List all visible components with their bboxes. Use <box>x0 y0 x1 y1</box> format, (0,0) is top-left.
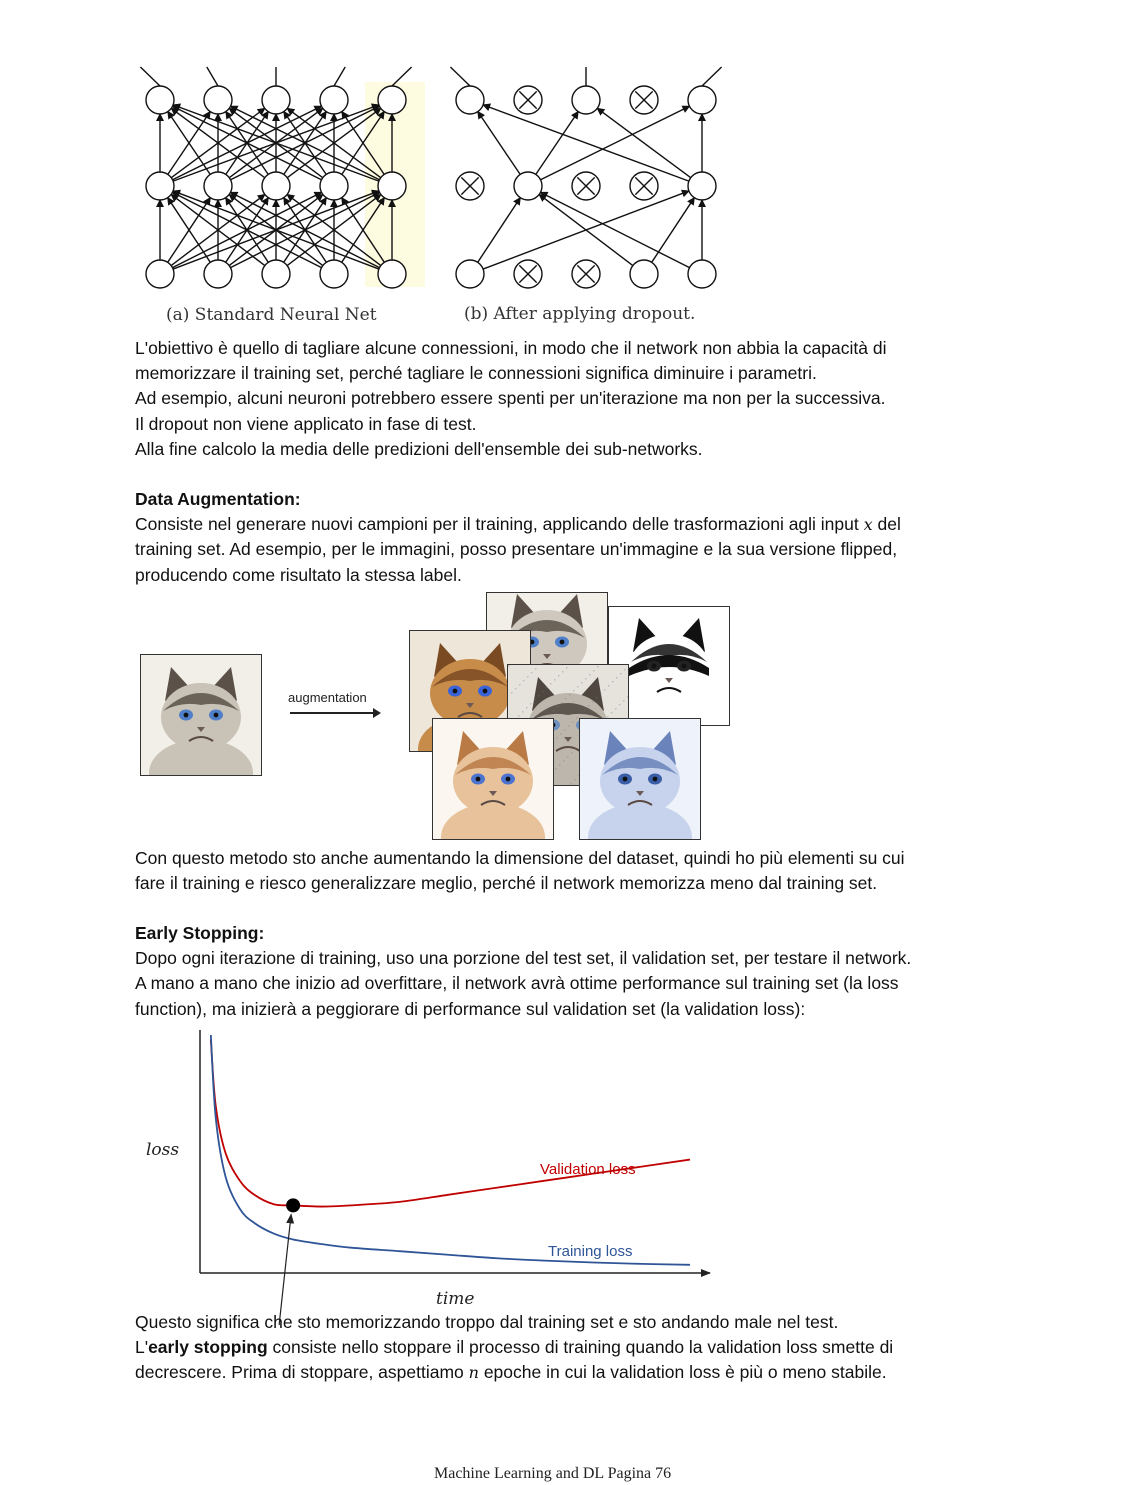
noise-dot <box>534 699 536 701</box>
noise-dot <box>608 685 610 687</box>
augmented-cat-orange <box>432 718 554 840</box>
noise-dot <box>568 725 570 727</box>
cat-pupil-left <box>623 777 628 782</box>
noise-dot <box>556 737 558 739</box>
noise-dot <box>624 669 626 671</box>
cat-pupil-right <box>682 664 687 669</box>
cat-pupil-left <box>453 689 458 694</box>
noise-dot <box>615 708 617 710</box>
noise-dot <box>623 700 625 702</box>
cat-pupil-right <box>560 640 565 645</box>
early-stopping-after-line-1: Questo significa che sto memorizzando troppo dal training set e sto andando male nel test. <box>135 1312 839 1332</box>
neuron <box>572 86 600 114</box>
neuron <box>262 86 290 114</box>
noise-dot <box>562 671 564 673</box>
dropout-connection-edge <box>539 194 633 265</box>
neuron <box>378 172 406 200</box>
noise-dot <box>518 715 520 717</box>
noise-dot <box>575 748 577 750</box>
early-stopping-after-line-2 <box>135 1335 1015 1360</box>
noise-dot <box>557 706 559 708</box>
output-edge <box>334 67 345 86</box>
noise-dot <box>549 714 551 716</box>
augmentation-arrow <box>290 712 376 714</box>
neuron <box>688 260 716 288</box>
page-footer: Machine Learning and DL Pagina 76 <box>434 1465 672 1482</box>
early-stopping-term: early stopping <box>148 1337 268 1358</box>
data-augmentation-section <box>135 487 1015 588</box>
noise-dot <box>519 684 521 686</box>
dropout-net <box>450 67 721 288</box>
noise-dot <box>619 704 621 706</box>
neuron <box>688 172 716 200</box>
training-loss-line <box>211 1035 690 1265</box>
cat-pupil-left <box>184 713 189 718</box>
neuron <box>688 86 716 114</box>
early-stopping-point <box>286 1198 300 1212</box>
early-stopping-after <box>135 1310 1015 1386</box>
noise-dot <box>584 709 586 711</box>
noise-dot <box>554 679 556 681</box>
noise-dot <box>588 705 590 707</box>
noise-dot <box>573 690 575 692</box>
neuron <box>514 172 542 200</box>
dropout-connection-edge <box>483 105 689 181</box>
noise-dot <box>563 760 565 762</box>
dropout-paragraph <box>135 336 1015 462</box>
noise-dot <box>558 675 560 677</box>
noise-dot <box>612 681 614 683</box>
noise-dot <box>542 691 544 693</box>
dropout-connection-edge <box>540 192 689 267</box>
augmentation-after-line-2: fare il training e riesco generalizzare meglio, perché il network memorizza meno dal training set. <box>135 873 878 894</box>
variable-n: n <box>468 1363 479 1383</box>
noise-dot <box>555 768 557 770</box>
neuron <box>378 86 406 114</box>
validation-loss-label: Validation loss <box>540 1161 636 1178</box>
es-line2-b: consiste nello stoppare il processo di training quando la validation loss smette di <box>267 1337 894 1358</box>
es-line3-b: epoche in cui la validation loss è più o meno stabile. <box>478 1362 887 1383</box>
noise-dot <box>523 680 525 682</box>
neuron <box>456 86 484 114</box>
cat-pupil-left <box>476 777 481 782</box>
augmentation-label: augmentation <box>288 690 367 705</box>
noise-dot <box>564 729 566 731</box>
dropout-line-5: Alla fine calcolo la media delle predizioni dell'ensemble dei sub-networks. <box>135 438 703 459</box>
da-line1-a: Consiste nel generare nuovi campioni per il training, applicando delle trasformazioni agli input <box>135 514 864 535</box>
early-stopping-line-3: function), ma inizierà a peggiorare di performance sul validation set (la validation loss): <box>135 998 806 1019</box>
noise-dot <box>531 672 533 674</box>
data-augmentation-heading: Data Augmentation: <box>135 489 301 509</box>
cat-drawing <box>580 719 700 839</box>
noise-dot <box>597 666 599 668</box>
noise-dot <box>522 711 524 713</box>
neuron <box>204 86 232 114</box>
augmentation-after-line-1: Con questo metodo sto anche aumentando la dimensione del dataset, quindi ho più elementi su cui <box>135 848 905 868</box>
neuron <box>456 260 484 288</box>
neuron <box>262 172 290 200</box>
noise-dot <box>570 783 572 785</box>
noise-dot <box>530 703 532 705</box>
noise-dot <box>559 764 561 766</box>
cat-pupil-right <box>214 713 219 718</box>
noise-dot <box>561 702 563 704</box>
noise-dot <box>515 688 517 690</box>
cat-pupil-right <box>483 689 488 694</box>
neuron <box>146 86 174 114</box>
augmentation-figure <box>135 590 735 840</box>
cat-pupil-right <box>506 777 511 782</box>
noise-dot <box>577 686 579 688</box>
noise-dot <box>572 721 574 723</box>
loss-chart <box>140 1025 730 1315</box>
cat-pupil-right <box>653 777 658 782</box>
noise-dot <box>553 710 555 712</box>
neuron <box>320 260 348 288</box>
noise-dot <box>566 667 568 669</box>
y-axis-label: loss <box>146 1140 180 1160</box>
noise-dot <box>538 695 540 697</box>
es-line3-a: decrescere. Prima di stoppare, aspettiamo <box>135 1362 469 1383</box>
noise-dot <box>527 676 529 678</box>
neuron <box>204 260 232 288</box>
noise-dot <box>596 697 598 699</box>
data-augmentation-line-1 <box>135 512 1015 537</box>
early-stopping-arrow <box>279 1214 291 1325</box>
neuron <box>320 172 348 200</box>
cat-drawing <box>141 655 261 775</box>
augmentation-after-paragraph <box>135 846 1015 896</box>
early-stopping-after-line-3 <box>135 1360 1015 1385</box>
noise-dot <box>620 673 622 675</box>
variable-x: x <box>863 515 873 535</box>
noise-dot <box>526 707 528 709</box>
validation-loss-line <box>211 1040 690 1207</box>
noise-dot <box>627 696 628 698</box>
neuron <box>630 260 658 288</box>
noise-dot <box>571 752 573 754</box>
cat-pupil-left <box>652 664 657 669</box>
noise-dot <box>576 717 578 719</box>
noise-dot <box>585 678 587 680</box>
early-stopping-section <box>135 921 1015 1022</box>
neuron <box>262 260 290 288</box>
noise-dot <box>546 687 548 689</box>
noise-dot <box>569 694 571 696</box>
es-line2-a: L' <box>135 1337 149 1358</box>
x-axis-label: time <box>436 1289 475 1309</box>
noise-dot <box>600 693 602 695</box>
noise-dot <box>611 712 613 714</box>
neuron <box>146 260 174 288</box>
cat-drawing <box>433 719 553 839</box>
noise-dot <box>567 756 569 758</box>
da-line1-b: del <box>872 514 901 535</box>
dropout-figure <box>130 62 750 332</box>
dropout-connection-edge <box>597 108 691 177</box>
neuron <box>204 172 232 200</box>
output-edge <box>450 67 470 86</box>
neuron <box>146 172 174 200</box>
dropout-connection-edge <box>541 106 690 180</box>
caption-dropout-net: (b) After applying dropout. <box>464 304 696 324</box>
dropout-connection-edge <box>478 112 520 175</box>
noise-dot <box>593 670 595 672</box>
neuron <box>378 260 406 288</box>
noise-dot <box>589 674 591 676</box>
caption-standard-net: (a) Standard Neural Net <box>166 305 377 325</box>
noise-dot <box>550 683 552 685</box>
dropout-line-4: Il dropout non viene applicato in fase di test. <box>135 413 477 434</box>
noise-dot <box>616 677 618 679</box>
noise-dot <box>560 733 562 735</box>
augmented-cat-blue <box>579 718 701 840</box>
training-loss-label: Training loss <box>548 1243 633 1260</box>
output-edge <box>140 67 160 86</box>
noise-dot <box>535 668 537 670</box>
standard-neural-net <box>140 67 425 288</box>
noise-dot <box>604 689 606 691</box>
early-stopping-line-2: A mano a mano che inizio ad overfittare, il network avrà ottime performance sul training set (la loss <box>135 973 899 994</box>
noise-dot <box>508 665 510 667</box>
noise-dot <box>581 682 583 684</box>
dropout-line-2: memorizzare il training set, perché tagliare le connessioni significa diminuire i parametri. <box>135 363 817 384</box>
noise-dot <box>511 692 513 694</box>
noise-dot <box>574 779 576 781</box>
data-augmentation-line-2: training set. Ad esempio, per le immagini, posso presentare un'immagine e la sua versione flipped, <box>135 539 898 560</box>
noise-dot <box>565 698 567 700</box>
data-augmentation-line-3: producendo come risultato la stessa label. <box>135 564 462 585</box>
neuron <box>320 86 348 114</box>
augmentation-arrow-head <box>373 708 381 718</box>
output-edge <box>207 67 218 86</box>
dropout-line-1: L'obiettivo è quello di tagliare alcune connessioni, in modo che il network non abbia la capacità di <box>135 338 887 358</box>
noise-dot <box>580 713 582 715</box>
dropout-line-3: Ad esempio, alcuni neuroni potrebbero essere spenti per un'iterazione ma non per la successiva. <box>135 388 886 409</box>
output-edge <box>702 67 722 86</box>
dropout-connection-edge <box>478 198 521 263</box>
noise-dot <box>592 701 594 703</box>
early-stopping-heading: Early Stopping: <box>135 923 265 943</box>
dropout-connection-edge <box>652 198 695 263</box>
original-cat-image <box>140 654 262 776</box>
early-stopping-line-1: Dopo ogni iterazione di training, uso una porzione del test set, il validation set, per testare il network. <box>135 948 912 969</box>
